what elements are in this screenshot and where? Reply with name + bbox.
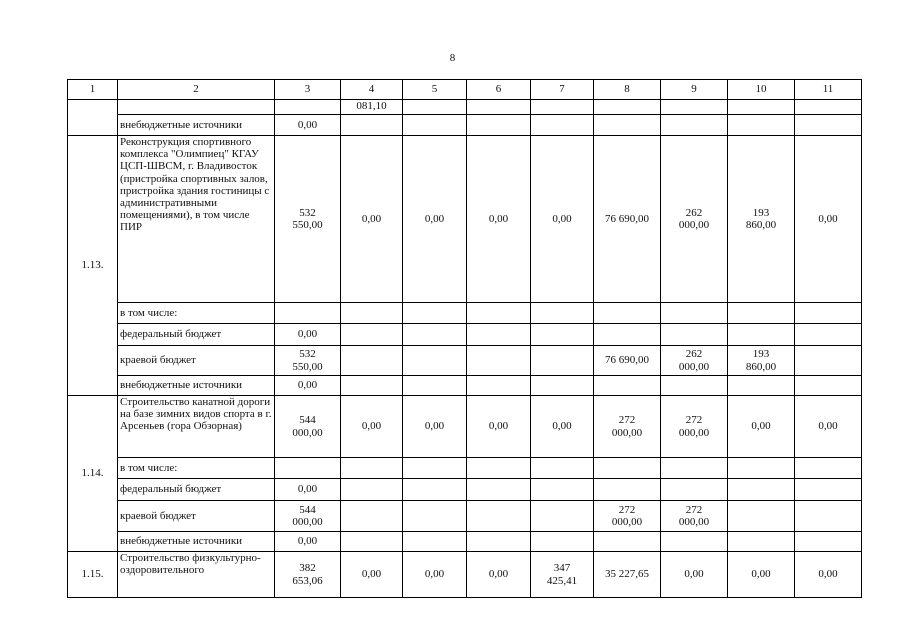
value-cell: [728, 376, 795, 396]
value-cell: [531, 532, 594, 552]
value-cell: [728, 115, 795, 136]
value-cell: [467, 324, 531, 346]
row-number-cell: 1.15.: [68, 552, 118, 598]
header-cell-7: 7: [531, 80, 594, 100]
value-line: 860,00: [745, 219, 777, 231]
regional-row: [68, 501, 862, 532]
value-cell: [341, 324, 403, 346]
value-cell: [661, 100, 728, 115]
value-cell: [467, 532, 531, 552]
value-cell: [403, 501, 467, 532]
value-line: 532: [299, 348, 316, 361]
value-line: 544: [299, 414, 316, 427]
header-cell-2: 2: [118, 80, 275, 100]
value-line: 272: [618, 503, 636, 516]
regional-label: краевой бюджет: [118, 501, 275, 532]
project-row-1-14: [68, 396, 862, 458]
value-cell: [728, 324, 795, 346]
value-cell: [341, 532, 403, 552]
value-cell: [795, 100, 862, 115]
value-cell: [531, 324, 594, 346]
value-cell: 76 690,00: [594, 136, 661, 303]
header-cell-10: 10: [728, 80, 795, 100]
value-cell: 0,00: [403, 136, 467, 303]
value-cell: [341, 376, 403, 396]
value-cell: [795, 303, 862, 324]
value-cell: [403, 115, 467, 136]
value-line: 000,00: [678, 360, 710, 373]
value-cell: [594, 479, 661, 501]
header-row: [68, 80, 862, 100]
including-label: в том числе:: [118, 458, 275, 479]
federal-row: [68, 324, 862, 346]
offbudget-row: [68, 532, 862, 552]
value-cell: [341, 346, 403, 376]
value-cell: 35 227,65: [594, 552, 661, 598]
federal-label: федеральный бюджет: [118, 324, 275, 346]
value-cell: [341, 479, 403, 501]
value-cell: [728, 532, 795, 552]
value-cell: [403, 532, 467, 552]
value-cell: 0,00: [531, 136, 594, 303]
budget-table: [67, 79, 862, 598]
row-number-cell: 1.13.: [68, 136, 118, 396]
value-line: 272: [618, 414, 636, 427]
value-cell: [795, 458, 862, 479]
value-line: 262: [685, 348, 703, 361]
federal-row: [68, 479, 862, 501]
value-cell: [275, 501, 341, 532]
value-cell: 0,00: [403, 396, 467, 458]
value-cell: [275, 100, 341, 115]
description-cell: [118, 100, 275, 115]
value-cell: [594, 324, 661, 346]
value-cell: [403, 479, 467, 501]
value-cell: 0,00: [795, 136, 862, 303]
value-line: 272: [685, 503, 703, 516]
value-cell: [661, 396, 728, 458]
value-cell: [403, 346, 467, 376]
value-cell: [341, 458, 403, 479]
value-cell: [341, 501, 403, 532]
value-cell: [531, 100, 594, 115]
including-label: в том числе:: [118, 303, 275, 324]
value-line: 425,41: [546, 574, 578, 587]
value-cell: [403, 458, 467, 479]
value-cell: [728, 501, 795, 532]
project-description: Реконструкция спортивного комплекса "Олимпиец" КГАУ ЦСП-ШВСМ, г. Владивосток (пристройка спортивных залов, пристройка здания гостиницы с административными помещениями), в том числе ПИР: [118, 136, 275, 303]
value-cell: 0,00: [341, 552, 403, 598]
value-cell: 0,00: [275, 324, 341, 346]
value-cell: [661, 458, 728, 479]
value-cell: [594, 501, 661, 532]
value-cell: [661, 115, 728, 136]
value-cell: [403, 303, 467, 324]
row-number-cell: [68, 100, 118, 136]
regional-row: [68, 346, 862, 376]
value-line: 193: [752, 206, 770, 219]
value-line: 000,00: [678, 516, 710, 528]
project-row-1-15: [68, 552, 862, 598]
value-cell: [728, 303, 795, 324]
federal-label: федеральный бюджет: [118, 479, 275, 501]
value-cell: [531, 303, 594, 324]
value-cell: [467, 458, 531, 479]
value-cell: [467, 346, 531, 376]
offbudget-label: внебюджетные источники: [118, 115, 275, 136]
value-cell: [467, 115, 531, 136]
value-cell: [275, 458, 341, 479]
offbudget-row: [68, 115, 862, 136]
header-cell-1: 1: [68, 80, 118, 100]
value-line: 000,00: [611, 426, 643, 439]
continuation-row: [68, 100, 862, 115]
value-cell: [531, 346, 594, 376]
value-cell: [795, 346, 862, 376]
value-cell: [594, 532, 661, 552]
value-cell: [795, 532, 862, 552]
value-line: 000,00: [611, 516, 643, 528]
value-cell: [594, 376, 661, 396]
value-cell: [275, 346, 341, 376]
value-line: 000,00: [678, 219, 710, 231]
value-cell: [661, 303, 728, 324]
value-cell: [531, 552, 594, 598]
value-line: 000,00: [292, 516, 323, 528]
value-line: 550,00: [292, 360, 323, 373]
project-description: Строительство физкультурно-оздоровительного: [118, 552, 275, 598]
value-line: 000,00: [292, 426, 323, 439]
value-cell: [403, 324, 467, 346]
value-line: 000,00: [678, 426, 710, 439]
value-cell: [531, 376, 594, 396]
value-cell: [795, 501, 862, 532]
regional-label: краевой бюджет: [118, 346, 275, 376]
value-cell: [728, 479, 795, 501]
value-cell: 0,00: [275, 115, 341, 136]
header-cell-9: 9: [661, 80, 728, 100]
value-cell: [661, 376, 728, 396]
value-cell: 0,00: [467, 396, 531, 458]
offbudget-label: внебюджетные источники: [118, 532, 275, 552]
value-cell: [403, 100, 467, 115]
value-cell: [661, 346, 728, 376]
value-line: 272: [685, 414, 703, 427]
value-cell: [594, 303, 661, 324]
value-cell: [531, 115, 594, 136]
value-cell: 76 690,00: [594, 346, 661, 376]
value-cell: [467, 501, 531, 532]
header-cell-8: 8: [594, 80, 661, 100]
value-cell: 0,00: [275, 376, 341, 396]
value-cell: [594, 100, 661, 115]
value-cell: 0,00: [341, 396, 403, 458]
value-cell: [795, 376, 862, 396]
offbudget-row: [68, 376, 862, 396]
header-cell-11: 11: [795, 80, 862, 100]
value-cell: [275, 396, 341, 458]
value-cell: 0,00: [275, 479, 341, 501]
value-line: 347: [553, 562, 571, 575]
value-cell: 0,00: [661, 552, 728, 598]
project-description: Строительство канатной дороги на базе зимних видов спорта в г. Арсеньев (гора Обзорная): [118, 396, 275, 458]
row-number-cell: 1.14.: [68, 396, 118, 552]
value-line: 382: [299, 562, 316, 575]
value-cell: [728, 136, 795, 303]
value-cell: [467, 376, 531, 396]
value-cell: [795, 324, 862, 346]
value-cell: 0,00: [275, 532, 341, 552]
value-cell: [728, 100, 795, 115]
value-cell: [531, 458, 594, 479]
value-cell: [594, 115, 661, 136]
value-cell: [341, 115, 403, 136]
header-cell-3: 3: [275, 80, 341, 100]
value-cell: [467, 100, 531, 115]
value-cell: 0,00: [795, 552, 862, 598]
value-cell: [275, 303, 341, 324]
value-cell: [795, 115, 862, 136]
value-cell: [594, 396, 661, 458]
value-cell: [275, 136, 341, 303]
value-line: 653,06: [292, 574, 323, 587]
value-cell: [594, 458, 661, 479]
project-row-1-13: [68, 136, 862, 303]
value-cell: [661, 532, 728, 552]
page-number: 8: [449, 52, 456, 64]
value-cell: [661, 479, 728, 501]
header-cell-6: 6: [467, 80, 531, 100]
including-row: [68, 303, 862, 324]
value-cell: 0,00: [341, 136, 403, 303]
value-cell: [661, 324, 728, 346]
value-cell: [467, 303, 531, 324]
value-cell: [531, 501, 594, 532]
value-cell: 0,00: [728, 552, 795, 598]
value-cell: 0,00: [531, 396, 594, 458]
value-line: 193: [752, 348, 770, 361]
value-line: 550,00: [292, 219, 323, 231]
value-cell: 0,00: [795, 396, 862, 458]
value-cell: [467, 479, 531, 501]
value-line: 262: [685, 206, 703, 219]
value-line: 532: [299, 206, 316, 219]
value-cell: 0,00: [403, 552, 467, 598]
value-cell: [661, 136, 728, 303]
value-cell: [728, 346, 795, 376]
value-cell: 0,00: [467, 136, 531, 303]
including-row: [68, 458, 862, 479]
header-cell-4: 4: [341, 80, 403, 100]
value-cell: 081,10: [341, 100, 403, 115]
value-cell: [531, 479, 594, 501]
value-cell: [275, 552, 341, 598]
value-cell: [661, 501, 728, 532]
value-cell: [795, 479, 862, 501]
value-cell: 0,00: [467, 552, 531, 598]
value-cell: [403, 376, 467, 396]
offbudget-label: внебюджетные источники: [118, 376, 275, 396]
header-cell-5: 5: [403, 80, 467, 100]
value-cell: 0,00: [728, 396, 795, 458]
value-line: 860,00: [745, 360, 777, 373]
value-line: 544: [299, 503, 316, 516]
value-cell: [728, 458, 795, 479]
value-cell: [341, 303, 403, 324]
